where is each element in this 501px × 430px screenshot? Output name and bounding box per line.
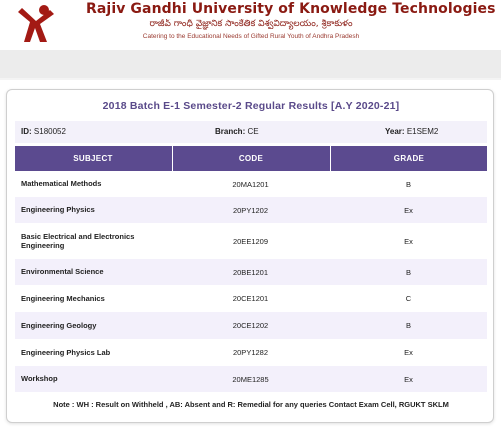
code-cell: 20BE1201 xyxy=(232,267,269,277)
subject-cell: Mathematical Methods xyxy=(21,179,102,189)
divider xyxy=(0,78,501,80)
results-table xyxy=(15,146,487,392)
nav-band xyxy=(0,50,501,78)
column-header-grade: GRADE xyxy=(330,146,487,171)
code-cell: 20PY1282 xyxy=(232,348,269,357)
year-label: Year: xyxy=(385,127,405,136)
grade-cell: B xyxy=(405,179,411,189)
site-header xyxy=(0,0,501,50)
table-row xyxy=(15,223,487,259)
code-cell: 20MA1201 xyxy=(232,179,269,189)
id-label: ID: xyxy=(21,127,32,136)
grade-cell: Ex xyxy=(404,205,413,215)
results-title: 2018 Batch E-1 Semester-2 Regular Results [A.Y 2020-21] xyxy=(102,100,400,112)
branch-label: Branch: xyxy=(215,127,246,136)
student-branch xyxy=(215,121,259,143)
grade-cell: Ex xyxy=(404,236,413,246)
rgukt-logo-icon xyxy=(14,2,58,46)
university-name-telugu: రాజీవ్ గాంధీ వైజ్ఞానిక సాంకేతిక విశ్వవిద్యాలయం, శ్రీకాకుళం xyxy=(149,19,353,29)
subject-cell: Engineering Physics xyxy=(21,205,95,215)
grade-cell: C xyxy=(405,294,412,303)
table-row xyxy=(15,339,487,366)
grade-cell: Ex xyxy=(404,348,413,357)
table-header xyxy=(15,146,487,171)
table-row xyxy=(15,197,487,223)
column-header-subject: SUBJECT xyxy=(73,154,113,163)
year-value: E1SEM2 xyxy=(406,127,439,136)
id-value: S180052 xyxy=(33,127,66,136)
code-cell: 20EE1209 xyxy=(232,236,269,246)
branch-value: CE xyxy=(247,127,259,136)
table-row xyxy=(15,171,487,197)
grade-cell: Ex xyxy=(404,374,413,384)
university-tagline: Catering to the Educational Needs of Gifted Rural Youth of Andhra Pradesh xyxy=(142,33,360,40)
table-row xyxy=(15,259,487,285)
code-cell: 20CE1201 xyxy=(232,294,269,303)
code-cell: 20CE1202 xyxy=(232,321,269,330)
subject-cell: Basic Electrical and Electronics Engineering xyxy=(21,231,135,250)
subject-cell: Engineering Physics Lab xyxy=(21,347,111,357)
student-id xyxy=(21,121,66,143)
results-card xyxy=(6,89,494,423)
subject-cell: Engineering Mechanics xyxy=(21,293,105,303)
table-row xyxy=(15,366,487,392)
code-cell: 20ME1285 xyxy=(232,374,269,384)
student-year xyxy=(385,121,438,143)
column-header-code: CODE xyxy=(172,146,329,171)
subject-cell: Environmental Science xyxy=(21,267,104,277)
grade-cell: B xyxy=(405,267,411,277)
student-info-row xyxy=(15,121,487,143)
grade-cell: B xyxy=(405,321,411,330)
code-cell: 20PY1202 xyxy=(232,205,269,215)
table-row xyxy=(15,285,487,312)
results-note: Note : WH : Result on Withheld , AB: Absent and R: Remedial for any queries Contact Exam Cell, RGUKT SKLM xyxy=(53,400,449,409)
table-row xyxy=(15,312,487,339)
university-name: Rajiv Gandhi University of Knowledge Technologies xyxy=(86,1,496,17)
subject-cell: Workshop xyxy=(21,374,58,384)
subject-cell: Engineering Geology xyxy=(21,320,97,330)
